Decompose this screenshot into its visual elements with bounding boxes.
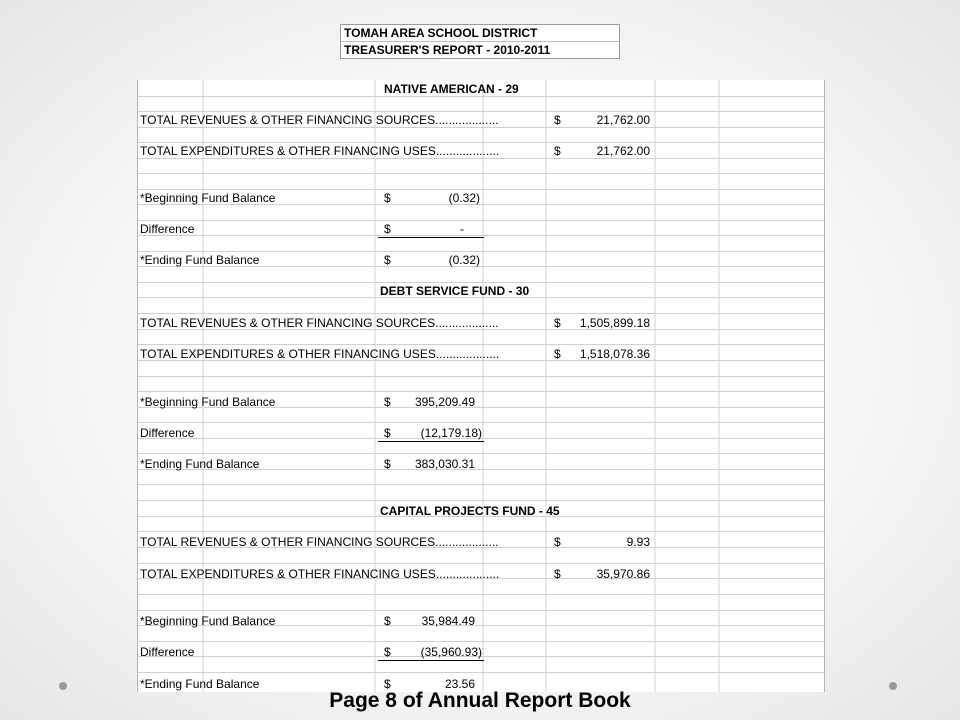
- difference-label: Difference: [140, 645, 195, 659]
- expenditures-value: 21,762.00: [596, 144, 650, 158]
- section-title-capital-projects: CAPITAL PROJECTS FUND - 45: [380, 504, 560, 518]
- currency-symbol: $: [384, 426, 391, 440]
- beginning-balance-value: 395,209.49: [414, 395, 475, 409]
- beginning-balance-value: (0.32): [448, 191, 480, 205]
- revenues-value: 9.93: [626, 535, 650, 549]
- revenues-label: TOTAL REVENUES & OTHER FINANCING SOURCES...................: [140, 535, 499, 549]
- difference-amount: [378, 222, 484, 238]
- revenues-label: TOTAL REVENUES & OTHER FINANCING SOURCES...................: [140, 113, 499, 127]
- revenues-value: 1,505,899.18: [579, 316, 650, 330]
- expenditures-value: 35,970.86: [596, 567, 650, 581]
- expenditures-label: TOTAL EXPENDITURES & OTHER FINANCING USES...................: [140, 144, 500, 158]
- difference-amount: [378, 426, 484, 442]
- currency-symbol: $: [554, 144, 561, 158]
- difference-label: Difference: [140, 222, 195, 236]
- report-title: TREASURER'S REPORT - 2010-2011: [341, 41, 619, 58]
- beginning-balance-label: *Beginning Fund Balance: [140, 191, 276, 205]
- beginning-balance-label: *Beginning Fund Balance: [140, 395, 276, 409]
- currency-symbol: $: [554, 567, 561, 581]
- difference-amount: [378, 645, 484, 661]
- expenditures-label: TOTAL EXPENDITURES & OTHER FINANCING USES...................: [140, 567, 500, 581]
- ending-balance-label: *Ending Fund Balance: [140, 253, 260, 267]
- currency-symbol: $: [384, 614, 391, 628]
- difference-value: (12,179.18): [420, 426, 482, 440]
- page-footer: Page 8 of Annual Report Book: [329, 689, 631, 712]
- section-title-debt-service: DEBT SERVICE FUND - 30: [380, 284, 530, 298]
- spreadsheet-gridlines: [138, 80, 824, 692]
- expenditures-label: TOTAL EXPENDITURES & OTHER FINANCING USES...................: [140, 347, 500, 361]
- ending-balance-label: *Ending Fund Balance: [140, 677, 260, 691]
- beginning-balance-value: 35,984.49: [421, 614, 475, 628]
- report-header: [340, 24, 620, 59]
- difference-value: (35,960.93): [420, 645, 482, 659]
- ending-balance-value: (0.32): [448, 253, 480, 267]
- beginning-balance-label: *Beginning Fund Balance: [140, 614, 276, 628]
- ending-balance-value: 383,030.31: [414, 457, 475, 471]
- currency-symbol: $: [554, 113, 561, 127]
- currency-symbol: $: [384, 457, 391, 471]
- difference-value: -: [460, 222, 464, 236]
- currency-symbol: $: [554, 316, 561, 330]
- ending-balance-label: *Ending Fund Balance: [140, 457, 260, 471]
- currency-symbol: $: [384, 253, 391, 267]
- revenues-value: 21,762.00: [596, 113, 650, 127]
- currency-symbol: $: [384, 645, 391, 659]
- expenditures-value: 1,518,078.36: [579, 347, 650, 361]
- currency-symbol: $: [384, 222, 391, 236]
- section-title-native-american: NATIVE AMERICAN - 29: [384, 82, 519, 96]
- currency-symbol: $: [384, 191, 391, 205]
- district-name: TOMAH AREA SCHOOL DISTRICT: [344, 26, 538, 40]
- currency-symbol: $: [384, 677, 391, 691]
- revenues-label: TOTAL REVENUES & OTHER FINANCING SOURCES...................: [140, 316, 499, 330]
- currency-symbol: $: [384, 395, 391, 409]
- ending-balance-value: 23.56: [444, 677, 475, 691]
- difference-label: Difference: [140, 426, 195, 440]
- currency-symbol: $: [554, 535, 561, 549]
- currency-symbol: $: [554, 347, 561, 361]
- spreadsheet: [137, 80, 825, 692]
